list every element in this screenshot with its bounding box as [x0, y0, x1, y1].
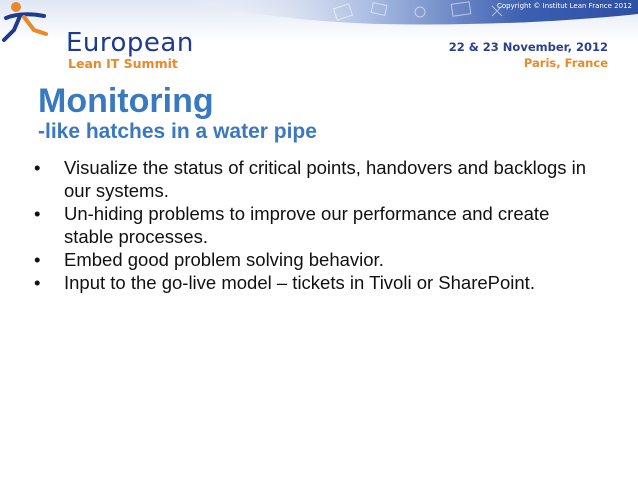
bullet-marker: •	[34, 203, 41, 224]
logo-wordmark-summit: Lean IT Summit	[68, 56, 178, 71]
bullet-marker: •	[34, 249, 41, 270]
bullet-marker: •	[34, 157, 41, 178]
event-dates: 22 & 23 November, 2012	[448, 40, 608, 54]
bullet-marker: •	[34, 272, 41, 293]
bullet-item	[34, 202, 594, 248]
bullet-item	[34, 271, 594, 294]
bullet-item	[34, 248, 594, 271]
lean-summit-runner-logo-icon	[0, 0, 58, 44]
bullet-text: Visualize the status of critical points, handovers and backlogs in our systems.	[64, 157, 587, 201]
slide-title: Monitoring	[38, 82, 214, 120]
slide-header	[0, 0, 638, 80]
bullet-text: Embed good problem solving behavior.	[64, 249, 384, 270]
bullet-text: Un-hiding problems to improve our performance and create stable processes.	[64, 203, 550, 247]
slide-subtitle: -like hatches in a water pipe	[38, 120, 317, 143]
bullet-text: Input to the go-live model – tickets in Tivoli or SharePoint.	[64, 272, 535, 293]
bullet-item	[34, 156, 594, 202]
bullet-list	[34, 156, 594, 294]
event-location: Paris, France	[523, 56, 608, 70]
copyright-notice: Copyright © Institut Lean France 2012	[497, 2, 632, 10]
logo-wordmark-european: European	[66, 28, 194, 58]
